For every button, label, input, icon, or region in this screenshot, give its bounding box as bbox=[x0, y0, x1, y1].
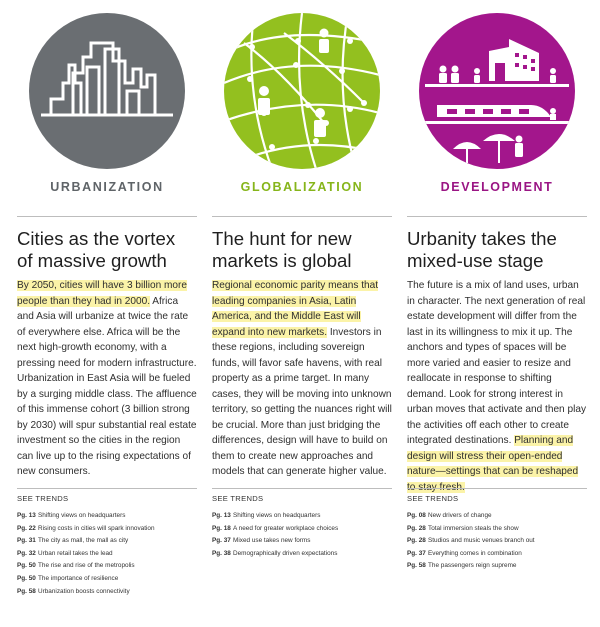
section-globalization bbox=[212, 0, 392, 627]
trend-page: Pg. 58 bbox=[407, 562, 426, 570]
trend-item[interactable] bbox=[17, 586, 197, 599]
trend-text: Urbanization boosts connectivity bbox=[38, 587, 130, 595]
city-skyline-icon bbox=[29, 13, 185, 169]
highlighted-text: Planning and design will stress their open-ended nature—settings that can be reshaped to stay fresh. bbox=[407, 435, 579, 493]
category-label: URBANIZATION bbox=[50, 180, 164, 194]
trend-page: Pg. 13 bbox=[17, 512, 36, 519]
heading-line-2: mixed-use stage bbox=[407, 250, 544, 271]
trend-text: Demographically driven expectations bbox=[233, 549, 338, 557]
trends-list bbox=[17, 510, 197, 598]
section-body bbox=[407, 278, 587, 495]
trends-list bbox=[407, 510, 587, 573]
trend-text: A need for greater workplace choices bbox=[233, 524, 339, 532]
category-label: GLOBALIZATION bbox=[240, 180, 364, 194]
body-text: The future is a mix of land uses, urban in character. The next generation of real estate development will differ from the last in its willingness to mix it up. The anchors and types of spaces will be more varied and easier to resize and reallocate in response to shifting demand. Look for strong interest in urban moves that activate and then play the activities off each other to create integrated destinations. bbox=[407, 280, 586, 446]
trend-page: Pg. 32 bbox=[17, 549, 36, 557]
trend-page: Pg. 38 bbox=[212, 549, 231, 557]
trend-page: Pg. 58 bbox=[17, 587, 36, 595]
trend-text: Mixed use takes new forms bbox=[233, 537, 311, 545]
trend-page: Pg. 37 bbox=[407, 549, 426, 557]
trend-item[interactable] bbox=[407, 535, 587, 548]
trend-item[interactable] bbox=[17, 548, 197, 561]
trend-item[interactable] bbox=[212, 523, 392, 536]
highlighted-text: By 2050, cities will have 3 billion more people than they had in 2000. bbox=[17, 280, 187, 307]
see-trends-heading: SEE TRENDS bbox=[407, 494, 459, 503]
trend-text: Total immersion steals the show bbox=[428, 524, 519, 532]
trend-item[interactable] bbox=[407, 560, 587, 573]
trend-page: Pg. 50 bbox=[17, 574, 36, 582]
body-text: Africa and Asia will urbanize at twice the rate of everywhere else. Africa will be the next high-growth economy, with a pressing need for modern infrastructure. Urbanization in East Asia will be fueled by a surging middle class. The affluence of this immense cohort (3 billion strong by 2030) will spur substantial real estate investment so the cities in the region can live up to the rising expectations of new consumers. bbox=[17, 295, 197, 477]
body-text: Investors in these regions, including sovereign funds, will favor safe havens, with real property as a prime target. In many cases, they will be moving into unknown territory, so getting the nuances right will be crucial. More than just bridging the differences, design will have to build on them to create new approaches and models that can generate higher value. bbox=[212, 326, 392, 477]
see-trends-heading: SEE TRENDS bbox=[212, 494, 264, 503]
trend-text: Shifting views on headquarters bbox=[233, 512, 321, 519]
section-heading bbox=[407, 228, 587, 272]
highlighted-text: Regional economic parity means that leading companies in Asia, Latin America, and the Middle East will expand into new markets. bbox=[212, 280, 379, 338]
trend-item[interactable] bbox=[17, 573, 197, 586]
trend-item[interactable] bbox=[407, 548, 587, 561]
trend-item[interactable] bbox=[407, 523, 587, 536]
trend-page: Pg. 28 bbox=[407, 524, 426, 532]
trend-page: Pg. 28 bbox=[407, 537, 426, 545]
heading-line-1: Urbanity takes the bbox=[407, 228, 557, 249]
trend-text: New drivers of change bbox=[428, 512, 492, 519]
heading-line-1: Cities as the vortex bbox=[17, 228, 176, 249]
trend-item[interactable] bbox=[212, 510, 392, 523]
trend-item[interactable] bbox=[212, 535, 392, 548]
trend-text: The passengers reign supreme bbox=[428, 562, 517, 570]
divider bbox=[17, 216, 197, 217]
globe-network-icon bbox=[224, 13, 380, 169]
trend-text: Rising costs in cities will spark innovation bbox=[38, 524, 155, 532]
trend-item[interactable] bbox=[17, 535, 197, 548]
see-trends-heading: SEE TRENDS bbox=[17, 494, 69, 503]
section-heading bbox=[212, 228, 392, 272]
trend-item[interactable] bbox=[212, 548, 392, 561]
category-label: DEVELOPMENT bbox=[440, 180, 554, 194]
trend-page: Pg. 18 bbox=[212, 524, 231, 532]
heading-line-2: of massive growth bbox=[17, 250, 167, 271]
trend-page: Pg. 50 bbox=[17, 562, 36, 570]
trend-page: Pg. 37 bbox=[212, 537, 231, 545]
divider bbox=[212, 488, 392, 489]
trend-text: Shifting views on headquarters bbox=[38, 512, 126, 519]
section-development bbox=[407, 0, 587, 627]
trends-list bbox=[212, 510, 392, 560]
divider bbox=[212, 216, 392, 217]
trend-text: Studios and music venues branch out bbox=[428, 537, 535, 545]
trend-page: Pg. 13 bbox=[212, 512, 231, 519]
section-body bbox=[17, 278, 197, 480]
section-urbanization bbox=[17, 0, 197, 627]
trend-text: Urban retail takes the lead bbox=[38, 549, 113, 557]
mixed-use-development-icon bbox=[419, 13, 575, 169]
trend-text: Everything comes in combination bbox=[428, 549, 522, 557]
trend-page: Pg. 31 bbox=[17, 537, 36, 545]
trend-text: The importance of resilience bbox=[38, 574, 119, 582]
trend-item[interactable] bbox=[407, 510, 587, 523]
trend-item[interactable] bbox=[17, 523, 197, 536]
divider bbox=[407, 488, 587, 489]
divider bbox=[407, 216, 587, 217]
divider bbox=[17, 488, 197, 489]
trend-text: The city as mall, the mall as city bbox=[38, 537, 129, 545]
section-body bbox=[212, 278, 392, 480]
trend-page: Pg. 22 bbox=[17, 524, 36, 532]
trend-text: The rise and rise of the metropolis bbox=[38, 562, 135, 570]
trend-page: Pg. 08 bbox=[407, 512, 426, 519]
heading-line-1: The hunt for new bbox=[212, 228, 352, 249]
section-heading bbox=[17, 228, 197, 272]
heading-line-2: markets is global bbox=[212, 250, 352, 271]
trend-item[interactable] bbox=[17, 560, 197, 573]
trend-item[interactable] bbox=[17, 510, 197, 523]
